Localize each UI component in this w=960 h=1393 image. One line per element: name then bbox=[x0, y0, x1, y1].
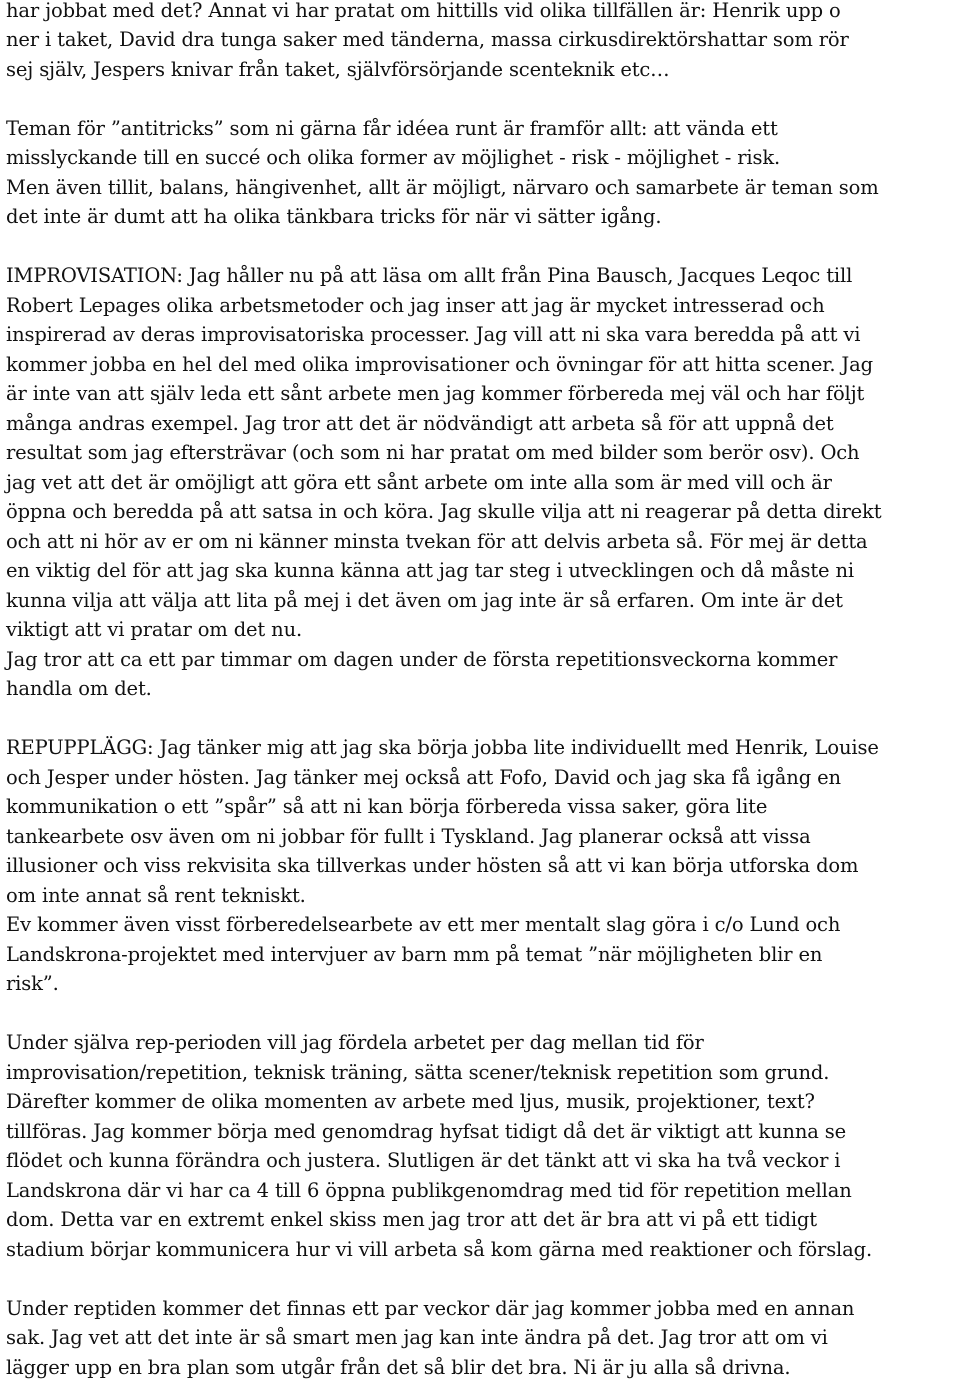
text-line: ner i taket, David dra tunga saker med tänderna, massa cirkusdirektörshattar som rör bbox=[6, 28, 849, 51]
text-line: och att ni hör av er om ni känner minsta tvekan för att delvis arbeta så. För mej är detta bbox=[6, 530, 868, 553]
text-line: tillföras. Jag kommer börja med genomdrag hyfsat tidigt då det är viktigt att kunna se bbox=[6, 1120, 847, 1143]
text-line: handla om det. bbox=[6, 677, 152, 700]
text-line: kunna vilja att välja att lita på mej i det även om jag inte är så erfaren. Om inte är det bbox=[6, 589, 843, 612]
text-line: resultat som jag eftersträvar (och som ni har pratat om med bilder som berör osv). Och bbox=[6, 441, 860, 464]
text-line: improvisation/repetition, teknisk träning, sätta scener/teknisk repetition som grund. bbox=[6, 1061, 830, 1084]
text-line: öppna och beredda på att satsa in och köra. Jag skulle vilja att ni reagerar på detta direkt bbox=[6, 500, 882, 523]
text-line: Landskrona-projektet med intervjuer av barn mm på temat ”när möjligheten blir en bbox=[6, 943, 823, 966]
text-line: risk”. bbox=[6, 972, 59, 995]
text-line: IMPROVISATION: Jag håller nu på att läsa om allt från Pina Bausch, Jacques Leqoc till bbox=[6, 264, 853, 287]
text-line: lägger upp en bra plan som utgår från det så blir det bra. Ni är ju alla så drivna. bbox=[6, 1356, 791, 1379]
text-line: om inte annat så rent tekniskt. bbox=[6, 884, 306, 907]
text-line: många andras exempel. Jag tror att det är nödvändigt att arbeta så för att uppnå det bbox=[6, 412, 834, 435]
text-line: Ev kommer även visst förberedelsearbete av ett mer mentalt slag göra i c/o Lund och bbox=[6, 913, 841, 936]
text-line: jag vet att det är omöjligt att göra ett sånt arbete om inte alla som är med vill och är bbox=[6, 471, 832, 494]
text-line: inspirerad av deras improvisatoriska processer. Jag vill att ni ska vara beredda på att vi bbox=[6, 323, 861, 346]
text-line: är inte van att själv leda ett sånt arbete men jag kommer förbereda mej väl och har följt bbox=[6, 382, 865, 405]
text-line: Under själva rep-perioden vill jag fördela arbetet per dag mellan tid för bbox=[6, 1031, 704, 1054]
text-line: Under reptiden kommer det finnas ett par veckor där jag kommer jobba med en annan bbox=[6, 1297, 855, 1320]
text-line: Teman för ”antitricks” som ni gärna får idéea runt är framför allt: att vända ett bbox=[6, 117, 778, 140]
text-line: Robert Lepages olika arbetsmetoder och jag inser att jag är mycket intresserad och bbox=[6, 294, 825, 317]
text-line: flödet och kunna förändra och justera. Slutligen är det tänkt att vi ska ha två veckor i bbox=[6, 1149, 841, 1172]
text-line: det inte är dumt att ha olika tänkbara tricks för när vi sätter igång. bbox=[6, 205, 662, 228]
text-line: har jobbat med det? Annat vi har pratat om hittills vid olika tillfällen är: Henrik upp o bbox=[6, 0, 841, 22]
text-line: en viktig del för att jag ska kunna känna att jag tar steg i utvecklingen och då måste ni bbox=[6, 559, 854, 582]
text-line: sak. Jag vet att det inte är så smart men jag kan inte ändra på det. Jag tror att om vi bbox=[6, 1326, 828, 1349]
text-line: Jag tror att ca ett par timmar om dagen under de första repetitionsveckorna kommer bbox=[6, 648, 838, 671]
text-line: Landskrona där vi har ca 4 till 6 öppna publikgenomdrag med tid för repetition mellan bbox=[6, 1179, 852, 1202]
text-line: stadium börjar kommunicera hur vi vill arbeta så kom gärna med reaktioner och förslag. bbox=[6, 1238, 873, 1261]
text-line: Men även tillit, balans, hängivenhet, allt är möjligt, närvaro och samarbete är teman som bbox=[6, 176, 879, 199]
text-line: och Jesper under hösten. Jag tänker mej också att Fofo, David och jag ska få igång en bbox=[6, 766, 841, 789]
text-line: illusioner och viss rekvisita ska tillverkas under hösten så att vi kan börja utforska dom bbox=[6, 854, 859, 877]
text-line: misslyckande till en succé och olika former av möjlighet - risk - möjlighet - risk. bbox=[6, 146, 781, 169]
text-line: viktigt att vi pratar om det nu. bbox=[6, 618, 303, 641]
text-line: REPUPPLÄGG: Jag tänker mig att jag ska börja jobba lite individuellt med Henrik, Louise bbox=[6, 736, 879, 759]
text-line: dom. Detta var en extremt enkel skiss men jag tror att det är bra att vi på ett tidigt bbox=[6, 1208, 817, 1231]
text-line: kommunikation o ett ”spår” så att ni kan börja förbereda vissa saker, göra lite bbox=[6, 795, 768, 818]
text-line: sej själv, Jespers knivar från taket, självförsörjande scenteknik etc… bbox=[6, 58, 670, 81]
text-line: Därefter kommer de olika momenten av arbete med ljus, musik, projektioner, text? bbox=[6, 1090, 815, 1113]
text-line: kommer jobba en hel del med olika improvisationer och övningar för att hitta scener. Jag bbox=[6, 353, 873, 376]
text-line: tankearbete osv även om ni jobbar för fullt i Tyskland. Jag planerar också att vissa bbox=[6, 825, 811, 848]
